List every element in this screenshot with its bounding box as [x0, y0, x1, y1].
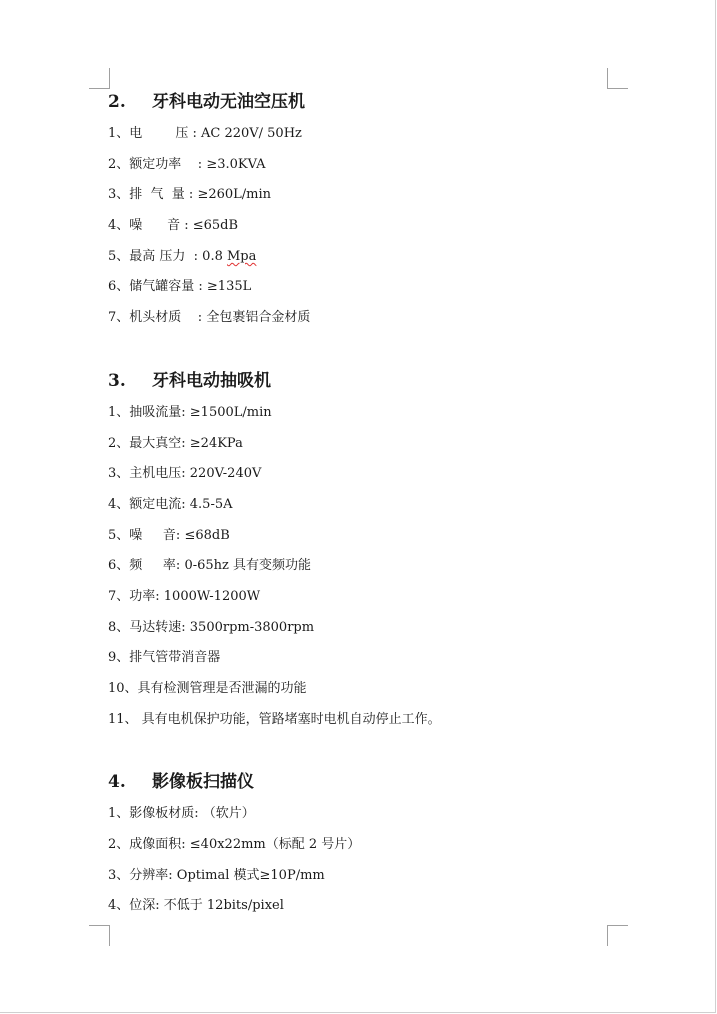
spec-item: 2、成像面积: ≤40x22mm（标配 2 号片） [108, 837, 361, 853]
spec-item: 1、电 压 : AC 220V/ 50Hz [108, 126, 302, 141]
spec-item: 5、噪 音: ≤68dB [108, 527, 230, 543]
section-heading [108, 88, 608, 116]
section-title: 牙科电动抽吸机 [152, 370, 271, 391]
section-title: 牙科电动无油空压机 [152, 92, 305, 112]
spec-item-pressure-prefix: 5、最高 压力 : 0.8 [108, 248, 227, 264]
spec-item: 10、具有检测管理是否泄漏的功能 [108, 681, 307, 696]
spec-item: 3、主机电压: 220V-240V [108, 466, 262, 482]
section-number: 4. [108, 772, 126, 793]
section-heading [108, 768, 608, 796]
spec-item: 1、抽吸流量: ≥1500L/min [108, 404, 272, 420]
crop-mark-bottom-right [607, 925, 628, 946]
spec-item: 6、频 率: 0-65hz 具有变频功能 [108, 558, 312, 574]
spec-item: 7、机头材质 : 全包裹铝合金材质 [108, 310, 311, 326]
section-heading [108, 367, 608, 395]
document-content[interactable] [108, 88, 608, 922]
section-image-plate-scanner [108, 768, 608, 922]
spec-item: 4、额定电流: 4.5-5A [108, 496, 233, 512]
spec-item: 3、排 气 量 : ≥260L/min [108, 187, 272, 203]
spec-item: 1、影像板材质: （软片） [108, 806, 255, 822]
section-title: 影像板扫描仪 [152, 772, 254, 793]
spec-item: 4、噪 音 : ≤65dB [108, 218, 239, 234]
spec-item: 8、马达转速: 3500rpm-3800rpm [108, 619, 315, 635]
spec-item: 3、分辨率: Optimal 模式≥10P/mm [108, 867, 325, 883]
section-number: 3. [108, 370, 126, 391]
section-air-compressor [108, 88, 608, 334]
section-number: 2. [108, 92, 126, 112]
spec-item: 9、排气管带消音器 [108, 650, 221, 666]
spec-item: 11、 具有电机保护功能，管路堵塞时电机自动停止工作。 [108, 711, 441, 727]
spec-item: 4、位深: 不低于 12bits/pixel [108, 898, 284, 914]
spec-item: 2、额定功率 : ≥3.0KVA [108, 156, 266, 172]
spellcheck-flagged-word[interactable]: Mpa [227, 248, 257, 264]
spec-item-pressure [108, 242, 608, 273]
spec-item: 7、功率: 1000W-1200W [108, 588, 261, 604]
crop-mark-bottom-left [89, 925, 110, 946]
spec-item: 2、最大真空: ≥24KPa [108, 435, 243, 451]
section-suction-unit [108, 367, 608, 736]
spec-item: 6、储气罐容量 : ≥135L [108, 279, 252, 295]
crop-mark-top-left [89, 68, 110, 89]
crop-mark-top-right [607, 68, 628, 89]
